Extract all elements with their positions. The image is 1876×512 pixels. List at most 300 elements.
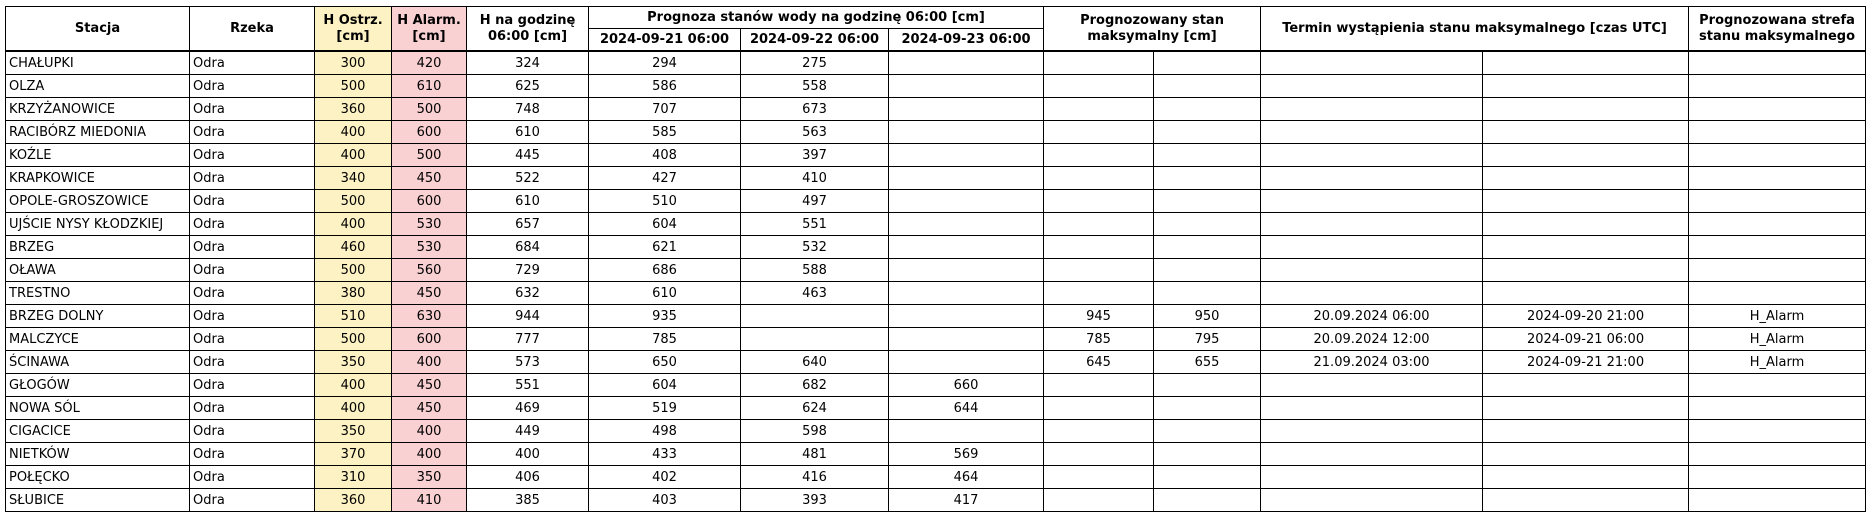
cell-termin-b — [1483, 420, 1689, 443]
table-row — [6, 305, 1866, 328]
header-strefa-line2: stanu maksymalnego — [1699, 28, 1856, 44]
cell-rzeka: Odra — [190, 121, 315, 144]
cell-max-b — [1154, 282, 1261, 305]
table-row — [6, 213, 1866, 236]
cell-rzeka: Odra — [190, 236, 315, 259]
cell-prognoza-d1: 408 — [589, 144, 741, 167]
cell-h-alarm: 350 — [392, 466, 467, 489]
cell-strefa — [1689, 466, 1866, 489]
cell-rzeka: Odra — [190, 466, 315, 489]
cell-prognoza-d1: 294 — [589, 51, 741, 75]
cell-h-alarm: 500 — [392, 98, 467, 121]
cell-stacja: OPOLE-GROSZOWICE — [6, 190, 190, 213]
cell-prognoza-d2: 551 — [741, 213, 889, 236]
cell-termin-a — [1261, 259, 1483, 282]
cell-termin-a — [1261, 282, 1483, 305]
cell-h-ostrz: 370 — [315, 443, 392, 466]
cell-prognoza-d2: 410 — [741, 167, 889, 190]
cell-termin-a: 20.09.2024 12:00 — [1261, 328, 1483, 351]
cell-h-alarm: 610 — [392, 75, 467, 98]
cell-strefa — [1689, 397, 1866, 420]
cell-prognoza-d3 — [889, 98, 1044, 121]
cell-h-godzina: 445 — [467, 144, 589, 167]
cell-strefa — [1689, 213, 1866, 236]
cell-prognoza-d1: 785 — [589, 328, 741, 351]
cell-prognoza-d2 — [741, 305, 889, 328]
cell-h-alarm: 420 — [392, 51, 467, 75]
cell-prognoza-d1: 621 — [589, 236, 741, 259]
header-date-2-label: 2024-09-22 06:00 — [749, 31, 880, 47]
cell-stacja: BRZEG — [6, 236, 190, 259]
cell-prognoza-d2 — [741, 328, 889, 351]
cell-rzeka: Odra — [190, 489, 315, 512]
table-row — [6, 75, 1866, 98]
cell-h-godzina: 551 — [467, 374, 589, 397]
cell-h-alarm: 410 — [392, 489, 467, 512]
cell-prognoza-d2: 673 — [741, 98, 889, 121]
cell-h-godzina: 469 — [467, 397, 589, 420]
header-h-ostrz-line1: H Ostrz. — [323, 12, 383, 28]
header-date-3 — [889, 29, 1044, 52]
cell-max-b — [1154, 98, 1261, 121]
cell-h-godzina: 449 — [467, 420, 589, 443]
cell-max-a — [1044, 213, 1154, 236]
cell-h-ostrz: 360 — [315, 98, 392, 121]
header-stan-maksymalny — [1044, 7, 1261, 52]
cell-max-a — [1044, 144, 1154, 167]
cell-prognoza-d3 — [889, 328, 1044, 351]
cell-strefa — [1689, 259, 1866, 282]
header-rzeka — [190, 7, 315, 52]
cell-max-b: 950 — [1154, 305, 1261, 328]
cell-max-a — [1044, 51, 1154, 75]
cell-prognoza-d2: 463 — [741, 282, 889, 305]
cell-prognoza-d3 — [889, 282, 1044, 305]
cell-rzeka: Odra — [190, 213, 315, 236]
cell-rzeka: Odra — [190, 397, 315, 420]
cell-prognoza-d3 — [889, 236, 1044, 259]
cell-termin-a — [1261, 374, 1483, 397]
cell-h-godzina: 777 — [467, 328, 589, 351]
cell-prognoza-d2: 598 — [741, 420, 889, 443]
cell-max-a — [1044, 420, 1154, 443]
cell-h-ostrz: 500 — [315, 190, 392, 213]
cell-h-godzina: 748 — [467, 98, 589, 121]
cell-prognoza-d2: 640 — [741, 351, 889, 374]
header-h-alarm-line2: [cm] — [412, 28, 446, 44]
cell-stacja: TRESTNO — [6, 282, 190, 305]
cell-termin-a — [1261, 443, 1483, 466]
cell-termin-a — [1261, 190, 1483, 213]
cell-termin-a — [1261, 420, 1483, 443]
cell-prognoza-d3: 464 — [889, 466, 1044, 489]
header-h-ostrz-line2: [cm] — [336, 28, 370, 44]
cell-max-b — [1154, 443, 1261, 466]
cell-rzeka: Odra — [190, 282, 315, 305]
header-h-alarm — [392, 7, 467, 52]
cell-rzeka: Odra — [190, 190, 315, 213]
cell-prognoza-d3: 569 — [889, 443, 1044, 466]
cell-max-b — [1154, 167, 1261, 190]
cell-strefa: H_Alarm — [1689, 305, 1866, 328]
cell-stacja: CHAŁUPKI — [6, 51, 190, 75]
cell-termin-a — [1261, 144, 1483, 167]
header-date-1-label: 2024-09-21 06:00 — [599, 31, 730, 47]
table-row — [6, 167, 1866, 190]
cell-strefa — [1689, 167, 1866, 190]
cell-strefa — [1689, 236, 1866, 259]
cell-max-a — [1044, 374, 1154, 397]
cell-termin-b — [1483, 236, 1689, 259]
cell-prognoza-d3 — [889, 190, 1044, 213]
cell-termin-a: 20.09.2024 06:00 — [1261, 305, 1483, 328]
header-prognoza-label: Prognoza stanów wody na godzinę 06:00 [cm] — [647, 9, 985, 25]
cell-h-godzina: 729 — [467, 259, 589, 282]
cell-prognoza-d3 — [889, 144, 1044, 167]
cell-termin-b — [1483, 282, 1689, 305]
cell-prognoza-d2: 275 — [741, 51, 889, 75]
cell-stacja: POŁĘCKO — [6, 466, 190, 489]
cell-strefa: H_Alarm — [1689, 351, 1866, 374]
cell-stacja: NIETKÓW — [6, 443, 190, 466]
cell-prognoza-d2: 393 — [741, 489, 889, 512]
cell-prognoza-d2: 497 — [741, 190, 889, 213]
cell-stacja: KRZYŻANOWICE — [6, 98, 190, 121]
cell-termin-a — [1261, 466, 1483, 489]
cell-termin-b — [1483, 144, 1689, 167]
cell-prognoza-d1: 585 — [589, 121, 741, 144]
cell-termin-a — [1261, 236, 1483, 259]
cell-prognoza-d1: 586 — [589, 75, 741, 98]
cell-strefa — [1689, 51, 1866, 75]
cell-rzeka: Odra — [190, 351, 315, 374]
cell-h-alarm: 630 — [392, 305, 467, 328]
cell-rzeka: Odra — [190, 144, 315, 167]
cell-strefa — [1689, 282, 1866, 305]
cell-max-a: 645 — [1044, 351, 1154, 374]
table-row — [6, 466, 1866, 489]
table-row — [6, 397, 1866, 420]
cell-termin-b: 2024-09-20 21:00 — [1483, 305, 1689, 328]
cell-rzeka: Odra — [190, 259, 315, 282]
water-level-forecast-table — [5, 6, 1866, 512]
cell-termin-b — [1483, 51, 1689, 75]
cell-max-a: 785 — [1044, 328, 1154, 351]
table-row — [6, 259, 1866, 282]
cell-max-a — [1044, 466, 1154, 489]
cell-strefa — [1689, 144, 1866, 167]
cell-termin-b — [1483, 167, 1689, 190]
cell-h-ostrz: 350 — [315, 420, 392, 443]
table-row — [6, 121, 1866, 144]
cell-termin-b — [1483, 466, 1689, 489]
cell-h-alarm: 400 — [392, 443, 467, 466]
cell-prognoza-d3 — [889, 167, 1044, 190]
cell-strefa — [1689, 98, 1866, 121]
cell-prognoza-d3 — [889, 351, 1044, 374]
cell-h-alarm: 450 — [392, 167, 467, 190]
cell-h-ostrz: 340 — [315, 167, 392, 190]
cell-termin-a — [1261, 98, 1483, 121]
cell-termin-b — [1483, 443, 1689, 466]
cell-termin-b — [1483, 213, 1689, 236]
header-stan-maksymalny-line2: maksymalny [cm] — [1087, 28, 1217, 44]
cell-prognoza-d3 — [889, 51, 1044, 75]
cell-h-alarm: 560 — [392, 259, 467, 282]
cell-max-a — [1044, 489, 1154, 512]
cell-h-ostrz: 500 — [315, 259, 392, 282]
table-row — [6, 282, 1866, 305]
cell-h-alarm: 600 — [392, 190, 467, 213]
cell-max-a — [1044, 282, 1154, 305]
cell-max-a — [1044, 443, 1154, 466]
cell-prognoza-d3: 644 — [889, 397, 1044, 420]
cell-prognoza-d1: 519 — [589, 397, 741, 420]
cell-termin-b: 2024-09-21 21:00 — [1483, 351, 1689, 374]
table-row — [6, 489, 1866, 512]
cell-max-b — [1154, 121, 1261, 144]
cell-h-godzina: 324 — [467, 51, 589, 75]
cell-max-b — [1154, 51, 1261, 75]
table-row — [6, 328, 1866, 351]
cell-h-godzina: 632 — [467, 282, 589, 305]
table-row — [6, 236, 1866, 259]
cell-prognoza-d2: 588 — [741, 259, 889, 282]
cell-max-b — [1154, 144, 1261, 167]
cell-h-alarm: 450 — [392, 397, 467, 420]
cell-rzeka: Odra — [190, 443, 315, 466]
cell-h-ostrz: 510 — [315, 305, 392, 328]
header-prognoza — [589, 7, 1044, 29]
cell-termin-b: 2024-09-21 06:00 — [1483, 328, 1689, 351]
cell-max-b: 795 — [1154, 328, 1261, 351]
cell-prognoza-d1: 427 — [589, 167, 741, 190]
cell-h-godzina: 522 — [467, 167, 589, 190]
cell-strefa: H_Alarm — [1689, 328, 1866, 351]
cell-h-alarm: 530 — [392, 213, 467, 236]
cell-prognoza-d1: 402 — [589, 466, 741, 489]
cell-prognoza-d1: 498 — [589, 420, 741, 443]
cell-termin-a — [1261, 489, 1483, 512]
cell-max-a — [1044, 397, 1154, 420]
cell-h-alarm: 530 — [392, 236, 467, 259]
cell-stacja: RACIBÓRZ MIEDONIA — [6, 121, 190, 144]
cell-termin-b — [1483, 489, 1689, 512]
cell-stacja: KRAPKOWICE — [6, 167, 190, 190]
cell-termin-b — [1483, 190, 1689, 213]
cell-stacja: OLZA — [6, 75, 190, 98]
cell-max-a: 945 — [1044, 305, 1154, 328]
cell-prognoza-d1: 604 — [589, 374, 741, 397]
cell-prognoza-d1: 935 — [589, 305, 741, 328]
header-date-3-label: 2024-09-23 06:00 — [901, 31, 1031, 47]
table-row — [6, 51, 1866, 75]
cell-strefa — [1689, 75, 1866, 98]
table-row — [6, 351, 1866, 374]
header-stacja — [6, 7, 190, 52]
cell-h-godzina: 944 — [467, 305, 589, 328]
header-termin — [1261, 7, 1689, 52]
cell-stacja: GŁOGÓW — [6, 374, 190, 397]
cell-h-ostrz: 400 — [315, 374, 392, 397]
cell-max-b — [1154, 397, 1261, 420]
cell-prognoza-d2: 397 — [741, 144, 889, 167]
cell-h-ostrz: 400 — [315, 144, 392, 167]
cell-termin-b — [1483, 374, 1689, 397]
header-termin-label: Termin wystąpienia stanu maksymalnego [czas UTC] — [1282, 20, 1667, 36]
cell-prognoza-d2: 558 — [741, 75, 889, 98]
cell-max-a — [1044, 75, 1154, 98]
header-h-alarm-line1: H Alarm. — [397, 12, 461, 28]
cell-h-alarm: 500 — [392, 144, 467, 167]
table-header — [6, 7, 1866, 52]
cell-h-godzina: 684 — [467, 236, 589, 259]
header-stacja-label: Stacja — [74, 20, 121, 36]
cell-prognoza-d2: 532 — [741, 236, 889, 259]
cell-stacja: MALCZYCE — [6, 328, 190, 351]
header-h-godzina-line1: H na godzinę — [479, 12, 576, 28]
table-row — [6, 190, 1866, 213]
cell-prognoza-d1: 604 — [589, 213, 741, 236]
cell-termin-a — [1261, 397, 1483, 420]
header-h-godzina-line2: 06:00 [cm] — [487, 28, 568, 44]
cell-max-b: 655 — [1154, 351, 1261, 374]
cell-prognoza-d3 — [889, 75, 1044, 98]
cell-prognoza-d1: 686 — [589, 259, 741, 282]
table-row — [6, 443, 1866, 466]
table-row — [6, 144, 1866, 167]
cell-prognoza-d1: 650 — [589, 351, 741, 374]
cell-max-b — [1154, 236, 1261, 259]
cell-strefa — [1689, 443, 1866, 466]
cell-prognoza-d1: 403 — [589, 489, 741, 512]
cell-termin-b — [1483, 259, 1689, 282]
header-stan-maksymalny-line1: Prognozowany stan — [1080, 12, 1224, 28]
cell-rzeka: Odra — [190, 305, 315, 328]
cell-stacja: OŁAWA — [6, 259, 190, 282]
cell-prognoza-d2: 481 — [741, 443, 889, 466]
cell-h-godzina: 573 — [467, 351, 589, 374]
cell-strefa — [1689, 121, 1866, 144]
cell-prognoza-d2: 563 — [741, 121, 889, 144]
cell-h-ostrz: 400 — [315, 121, 392, 144]
cell-prognoza-d1: 510 — [589, 190, 741, 213]
cell-termin-b — [1483, 397, 1689, 420]
cell-rzeka: Odra — [190, 167, 315, 190]
cell-h-ostrz: 380 — [315, 282, 392, 305]
cell-h-alarm: 450 — [392, 374, 467, 397]
cell-prognoza-d3 — [889, 213, 1044, 236]
cell-prognoza-d1: 610 — [589, 282, 741, 305]
cell-h-ostrz: 500 — [315, 328, 392, 351]
cell-stacja: SŁUBICE — [6, 489, 190, 512]
cell-max-a — [1044, 121, 1154, 144]
cell-termin-b — [1483, 98, 1689, 121]
table-row — [6, 420, 1866, 443]
header-h-godzina — [467, 7, 589, 52]
cell-h-godzina: 610 — [467, 121, 589, 144]
cell-h-ostrz: 400 — [315, 397, 392, 420]
cell-h-godzina: 385 — [467, 489, 589, 512]
cell-h-godzina: 657 — [467, 213, 589, 236]
cell-rzeka: Odra — [190, 75, 315, 98]
cell-prognoza-d2: 416 — [741, 466, 889, 489]
cell-termin-a: 21.09.2024 03:00 — [1261, 351, 1483, 374]
cell-max-b — [1154, 259, 1261, 282]
cell-max-a — [1044, 236, 1154, 259]
cell-h-ostrz: 310 — [315, 466, 392, 489]
cell-h-ostrz: 360 — [315, 489, 392, 512]
cell-termin-b — [1483, 75, 1689, 98]
cell-max-b — [1154, 75, 1261, 98]
cell-stacja: NOWA SÓL — [6, 397, 190, 420]
cell-termin-a — [1261, 75, 1483, 98]
cell-rzeka: Odra — [190, 98, 315, 121]
cell-stacja: ŚCINAWA — [6, 351, 190, 374]
cell-strefa — [1689, 420, 1866, 443]
cell-max-a — [1044, 259, 1154, 282]
cell-h-ostrz: 400 — [315, 213, 392, 236]
header-date-1 — [589, 29, 741, 52]
cell-rzeka: Odra — [190, 374, 315, 397]
cell-prognoza-d3: 417 — [889, 489, 1044, 512]
cell-strefa — [1689, 374, 1866, 397]
cell-max-b — [1154, 420, 1261, 443]
cell-h-alarm: 400 — [392, 351, 467, 374]
cell-termin-a — [1261, 167, 1483, 190]
cell-prognoza-d3 — [889, 420, 1044, 443]
cell-max-a — [1044, 167, 1154, 190]
cell-prognoza-d3: 660 — [889, 374, 1044, 397]
cell-prognoza-d3 — [889, 121, 1044, 144]
cell-prognoza-d2: 624 — [741, 397, 889, 420]
cell-max-a — [1044, 190, 1154, 213]
cell-max-b — [1154, 213, 1261, 236]
header-strefa — [1689, 7, 1866, 52]
cell-h-alarm: 600 — [392, 328, 467, 351]
cell-h-godzina: 406 — [467, 466, 589, 489]
header-rzeka-label: Rzeka — [230, 20, 274, 36]
cell-stacja: CIGACICE — [6, 420, 190, 443]
cell-h-ostrz: 500 — [315, 75, 392, 98]
cell-rzeka: Odra — [190, 420, 315, 443]
cell-stacja: KOŹLE — [6, 144, 190, 167]
cell-h-alarm: 450 — [392, 282, 467, 305]
header-date-2 — [741, 29, 889, 52]
cell-h-ostrz: 460 — [315, 236, 392, 259]
cell-rzeka: Odra — [190, 51, 315, 75]
cell-h-alarm: 400 — [392, 420, 467, 443]
header-h-ostrz — [315, 7, 392, 52]
cell-prognoza-d1: 707 — [589, 98, 741, 121]
cell-stacja: UJŚCIE NYSY KŁODZKIEJ — [6, 213, 190, 236]
cell-h-godzina: 610 — [467, 190, 589, 213]
forecast-table-container — [5, 6, 1866, 512]
cell-h-godzina: 625 — [467, 75, 589, 98]
cell-prognoza-d3 — [889, 305, 1044, 328]
cell-max-a — [1044, 98, 1154, 121]
cell-strefa — [1689, 489, 1866, 512]
cell-strefa — [1689, 190, 1866, 213]
cell-rzeka: Odra — [190, 328, 315, 351]
cell-max-b — [1154, 190, 1261, 213]
cell-prognoza-d1: 433 — [589, 443, 741, 466]
cell-termin-a — [1261, 121, 1483, 144]
cell-max-b — [1154, 489, 1261, 512]
cell-h-ostrz: 350 — [315, 351, 392, 374]
cell-h-godzina: 400 — [467, 443, 589, 466]
cell-termin-b — [1483, 121, 1689, 144]
